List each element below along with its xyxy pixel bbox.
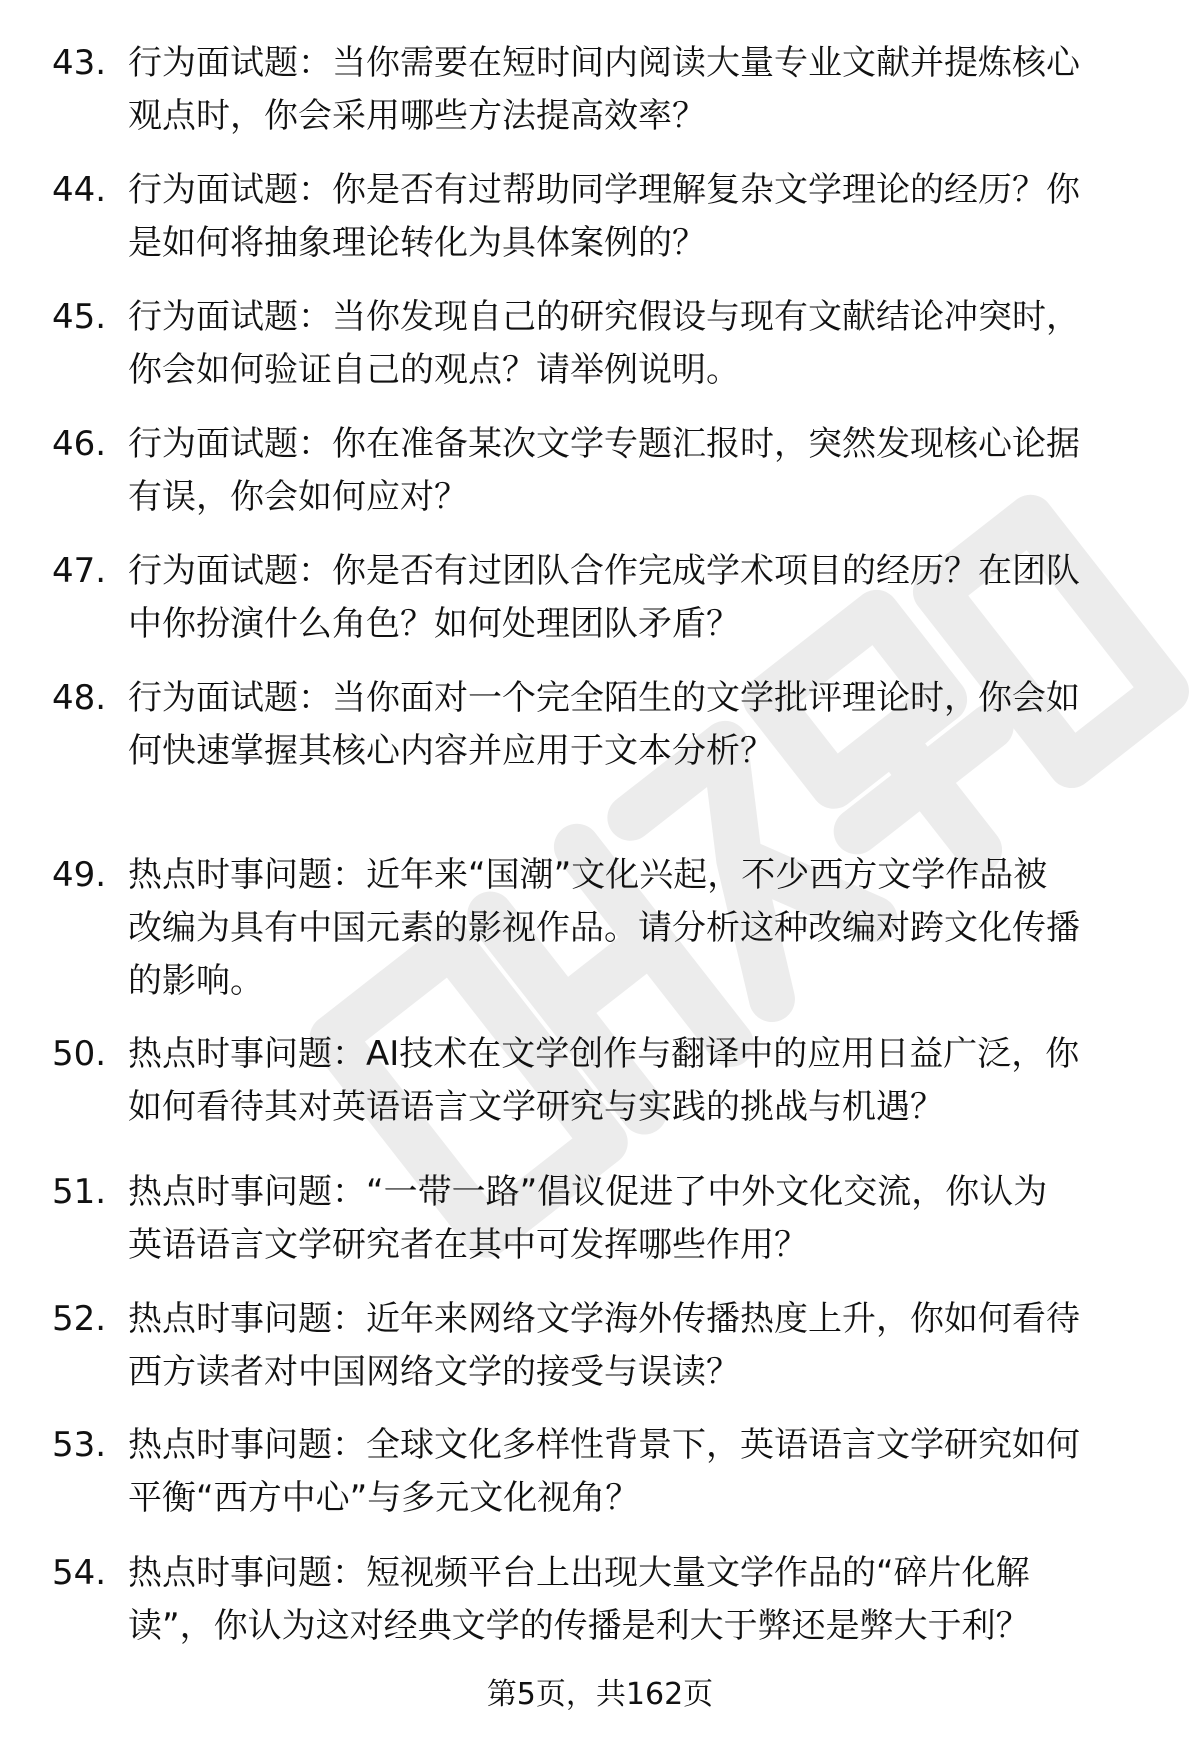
question-item	[52, 1419, 1152, 1525]
question-number: 50.	[52, 1034, 107, 1074]
question-number: 51.	[52, 1172, 107, 1212]
question-text: 热点时事问题：“一带一路”倡议促进了中外文化交流，你认为 英语语言文学研究者在其中可发挥哪些作用？	[128, 1172, 1048, 1265]
question-number: 54.	[52, 1553, 107, 1593]
question-item	[52, 291, 1152, 397]
question-item	[52, 1028, 1152, 1134]
question-number: 43.	[52, 43, 107, 83]
question-text: 行为面试题：你是否有过帮助同学理解复杂文学理论的经历？你 是如何将抽象理论转化为具体案例的？	[128, 170, 1080, 263]
question-item	[52, 545, 1152, 651]
question-number: 44.	[52, 170, 107, 210]
question-text: 行为面试题：当你面对一个完全陌生的文学批评理论时，你会如 何快速掌握其核心内容并应用于文本分析？	[128, 678, 1080, 771]
question-number: 53.	[52, 1425, 107, 1465]
page-number-footer: 第5页，共162页	[486, 1677, 714, 1712]
question-text: 行为面试题：当你需要在短时间内阅读大量专业文献并提炼核心 观点时，你会采用哪些方法提高效率？	[128, 43, 1080, 136]
question-text: 热点时事问题：全球文化多样性背景下，英语语言文学研究如何 平衡“西方中心”与多元文化视角？	[128, 1425, 1080, 1518]
question-item	[52, 37, 1152, 143]
question-text: 热点时事问题：近年来网络文学海外传播热度上升，你如何看待 西方读者对中国网络文学的接受与误读？	[128, 1299, 1080, 1392]
question-number: 45.	[52, 297, 107, 337]
question-text: 热点时事问题：AI技术在文学创作与翻译中的应用日益广泛，你 如何看待其对英语语言文学研究与实践的挑战与机遇？	[128, 1034, 1080, 1127]
question-item	[52, 1166, 1152, 1272]
question-number: 49.	[52, 855, 107, 895]
question-item	[52, 672, 1152, 778]
question-number: 48.	[52, 678, 107, 718]
question-text: 行为面试题：当你发现自己的研究假设与现有文献结论冲突时， 你会如何验证自己的观点？请举例说明。	[128, 297, 1080, 390]
question-text: 热点时事问题：短视频平台上出现大量文学作品的“碎片化解 读”，你认为这对经典文学的传播是利大于弊还是弊大于利？	[128, 1553, 1030, 1646]
question-item	[52, 1293, 1152, 1399]
question-item	[52, 418, 1152, 524]
question-item	[52, 1547, 1152, 1653]
question-number: 47.	[52, 551, 107, 591]
question-item	[52, 164, 1152, 270]
question-text: 行为面试题：你在准备某次文学专题汇报时，突然发现核心论据 有误，你会如何应对？	[128, 424, 1080, 517]
question-number: 46.	[52, 424, 107, 464]
question-text: 热点时事问题：近年来“国潮”文化兴起，不少西方文学作品被 改编为具有中国元素的影视作品。请分析这种改编对跨文化传播 的影响。	[128, 855, 1080, 1001]
question-item	[52, 849, 1152, 1008]
question-text: 行为面试题：你是否有过团队合作完成学术项目的经历？在团队 中你扮演什么角色？如何处理团队矛盾？	[128, 551, 1080, 644]
question-number: 52.	[52, 1299, 107, 1339]
